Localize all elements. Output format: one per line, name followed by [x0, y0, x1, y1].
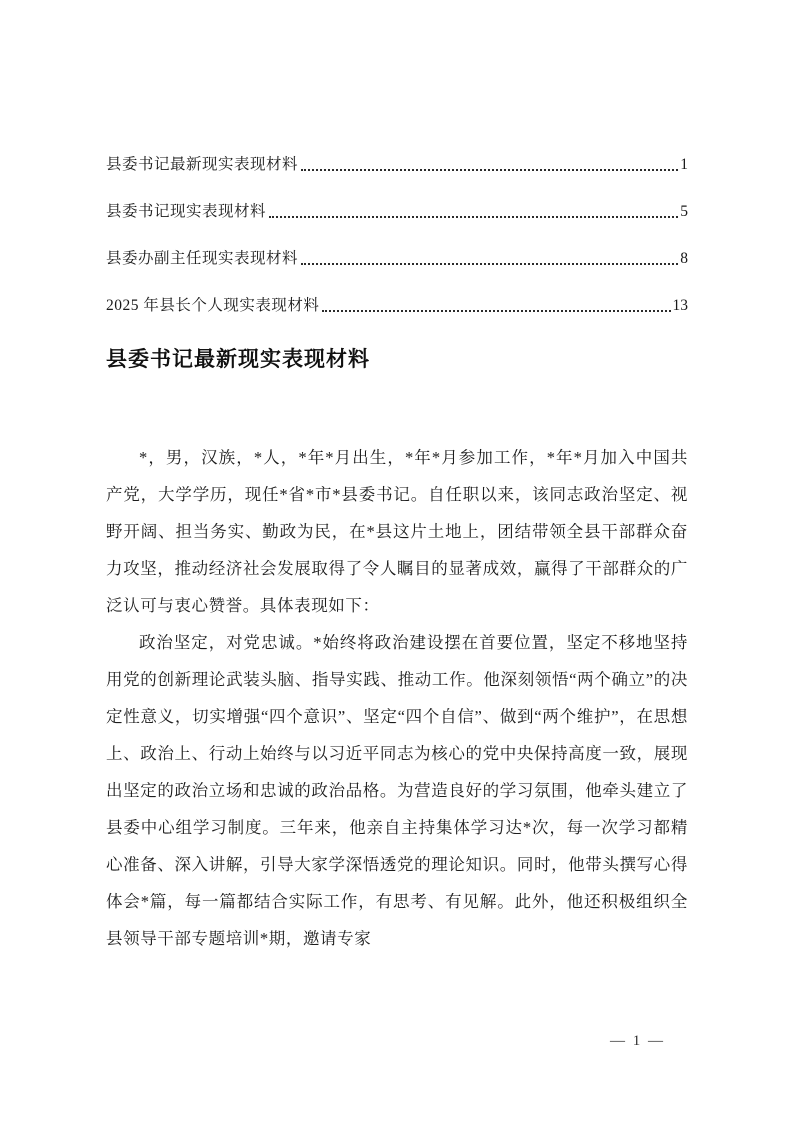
toc-item-1[interactable]: [106, 155, 688, 174]
toc-leader-dots: [269, 216, 678, 218]
body-paragraph-1: *，男，汉族，*人，*年*月出生，*年*月参加工作，*年*月加入中国共产党，大学学历，现任*省*市*县委书记。自任职以来，该同志政治坚定、视野开阔、担当务实、勤政为民，在*县这片土地上，团结带领全县干部群众奋力攻坚，推动经济社会发展取得了令人瞩目的显著成效，赢得了干部群众的广泛认可与衷心赞誉。具体表现如下：: [106, 448, 688, 615]
toc-page-number: 1: [680, 156, 688, 173]
toc-item-title: 县委书记最新现实表现材料: [106, 156, 299, 173]
toc-leader-dots: [322, 310, 670, 312]
toc-item-2[interactable]: [106, 202, 688, 221]
toc-page-number: 8: [680, 250, 688, 267]
toc-page-number: 13: [672, 297, 688, 314]
document-body: [106, 439, 688, 957]
page-number: — 1 —: [610, 1033, 665, 1049]
toc-leader-dots: [301, 263, 678, 265]
toc-item-title: 2025 年县长个人现实表现材料: [106, 297, 320, 314]
body-paragraph-2: 政治坚定，对党忠诚。*始终将政治建设摆在首要位置，坚定不移地坚持用党的创新理论武装头脑、指导实践、推动工作。他深刻领悟“两个确立”的决定性意义，切实增强“四个意识”、坚定“四个自信”、做到“两个维护”，在思想上、政治上、行动上始终与以习近平同志为核心的党中央保持高度一致，展现出坚定的政治立场和忠诚的政治品格。为营造良好的学习氛围，他牵头建立了县委中心组学习制度。三年来，他亲自主持集体学习达*次，每一次学习都精心准备、深入讲解，引导大家学深悟透党的理论知识。同时，他带头撰写心得体会*篇，每一篇都结合实际工作，有思考、有见解。此外，他还积极组织全县领导干部专题培训*期，邀请专家: [106, 633, 688, 948]
toc-leader-dots: [301, 169, 678, 171]
toc-item-title: 县委办副主任现实表现材料: [106, 250, 299, 267]
toc-item-3[interactable]: [106, 249, 688, 268]
document-heading: 县委书记最新现实表现材料: [106, 348, 370, 371]
toc-item-4[interactable]: [106, 296, 688, 315]
table-of-contents: [106, 155, 688, 315]
toc-item-title: 县委书记现实表现材料: [106, 203, 267, 220]
toc-page-number: 5: [680, 203, 688, 220]
